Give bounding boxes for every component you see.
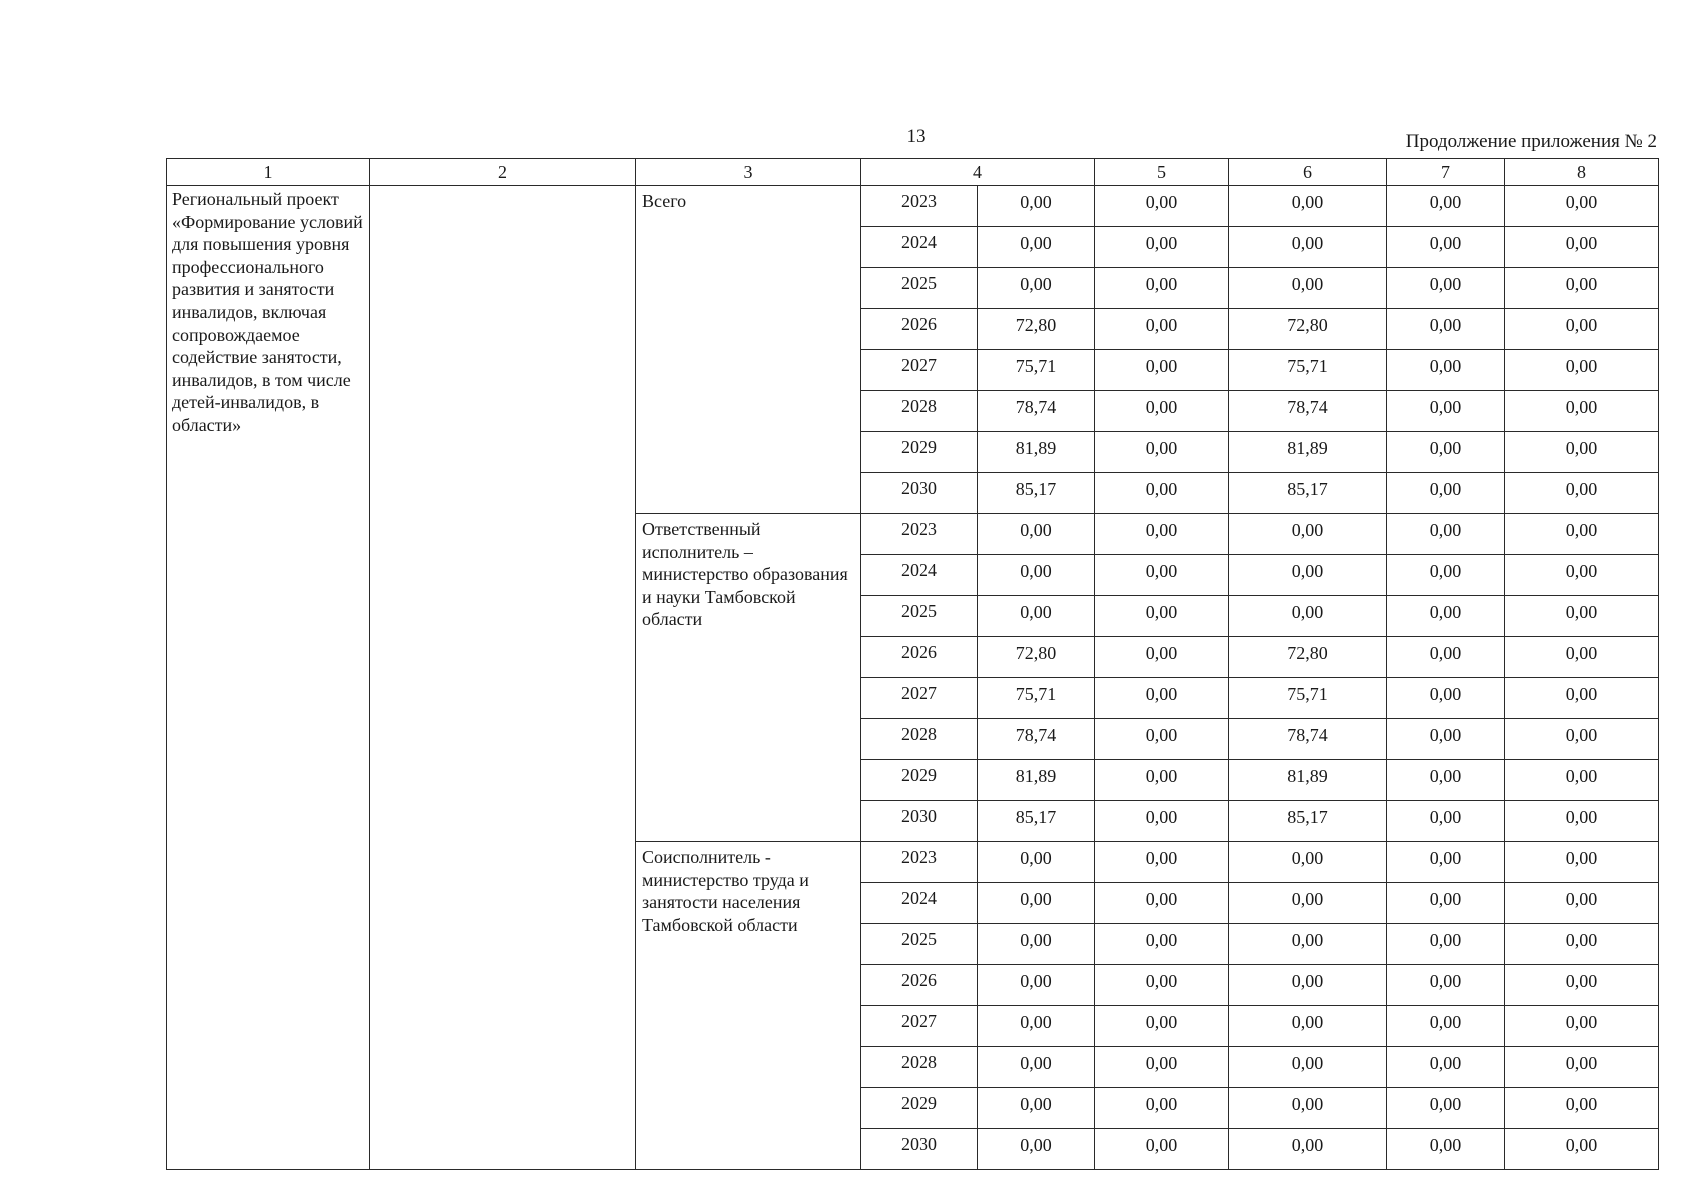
value-cell-c7: 0,00 <box>1387 514 1505 555</box>
value-cell-c5: 0,00 <box>1095 350 1229 391</box>
value-cell-c4: 85,17 <box>978 473 1095 514</box>
value-cell-c4: 0,00 <box>978 268 1095 309</box>
value-cell-c4: 0,00 <box>978 514 1095 555</box>
value-cell-c5: 0,00 <box>1095 1129 1229 1170</box>
value-cell-c8: 0,00 <box>1505 965 1659 1006</box>
column-header-7: 7 <box>1387 159 1505 186</box>
value-cell-c7: 0,00 <box>1387 1088 1505 1129</box>
column-header-3: 3 <box>636 159 861 186</box>
year-cell: 2025 <box>861 924 978 965</box>
page-number: 13 <box>906 126 926 147</box>
value-cell-c6: 0,00 <box>1229 1006 1387 1047</box>
year-cell: 2023 <box>861 514 978 555</box>
value-cell-c7: 0,00 <box>1387 555 1505 596</box>
value-cell-c5: 0,00 <box>1095 883 1229 924</box>
value-cell-c8: 0,00 <box>1505 555 1659 596</box>
year-cell: 2028 <box>861 391 978 432</box>
value-cell-c8: 0,00 <box>1505 186 1659 227</box>
column-header-1: 1 <box>167 159 370 186</box>
value-cell-c4: 0,00 <box>978 1129 1095 1170</box>
year-cell: 2028 <box>861 1047 978 1088</box>
value-cell-c6: 0,00 <box>1229 842 1387 883</box>
value-cell-c8: 0,00 <box>1505 1006 1659 1047</box>
value-cell-c7: 0,00 <box>1387 309 1505 350</box>
value-cell-c8: 0,00 <box>1505 514 1659 555</box>
value-cell-c7: 0,00 <box>1387 678 1505 719</box>
year-cell: 2026 <box>861 965 978 1006</box>
value-cell-c6: 78,74 <box>1229 391 1387 432</box>
value-cell-c6: 0,00 <box>1229 1088 1387 1129</box>
value-cell-c7: 0,00 <box>1387 186 1505 227</box>
value-cell-c5: 0,00 <box>1095 514 1229 555</box>
value-cell-c7: 0,00 <box>1387 227 1505 268</box>
value-cell-c5: 0,00 <box>1095 268 1229 309</box>
value-cell-c6: 85,17 <box>1229 473 1387 514</box>
value-cell-c4: 72,80 <box>978 309 1095 350</box>
value-cell-c7: 0,00 <box>1387 924 1505 965</box>
value-cell-c5: 0,00 <box>1095 596 1229 637</box>
column-header-4: 4 <box>861 159 1095 186</box>
value-cell-c4: 81,89 <box>978 432 1095 473</box>
value-cell-c5: 0,00 <box>1095 1088 1229 1129</box>
value-cell-c4: 0,00 <box>978 1047 1095 1088</box>
year-cell: 2027 <box>861 350 978 391</box>
value-cell-c6: 0,00 <box>1229 1129 1387 1170</box>
value-cell-c8: 0,00 <box>1505 801 1659 842</box>
budget-table <box>166 158 1659 1170</box>
value-cell-c5: 0,00 <box>1095 227 1229 268</box>
value-cell-c7: 0,00 <box>1387 268 1505 309</box>
value-cell-c5: 0,00 <box>1095 1047 1229 1088</box>
value-cell-c6: 0,00 <box>1229 883 1387 924</box>
value-cell-c4: 0,00 <box>978 186 1095 227</box>
column-header-6: 6 <box>1229 159 1387 186</box>
value-cell-c8: 0,00 <box>1505 268 1659 309</box>
value-cell-c5: 0,00 <box>1095 473 1229 514</box>
value-cell-c4: 0,00 <box>978 924 1095 965</box>
year-cell: 2028 <box>861 719 978 760</box>
value-cell-c5: 0,00 <box>1095 186 1229 227</box>
value-cell-c8: 0,00 <box>1505 842 1659 883</box>
value-cell-c6: 72,80 <box>1229 309 1387 350</box>
value-cell-c4: 78,74 <box>978 391 1095 432</box>
value-cell-c4: 0,00 <box>978 1088 1095 1129</box>
year-cell: 2023 <box>861 842 978 883</box>
value-cell-c5: 0,00 <box>1095 924 1229 965</box>
value-cell-c6: 72,80 <box>1229 637 1387 678</box>
value-cell-c4: 85,17 <box>978 801 1095 842</box>
table-row <box>167 186 1659 227</box>
year-cell: 2029 <box>861 1088 978 1129</box>
year-cell: 2029 <box>861 432 978 473</box>
year-cell: 2023 <box>861 186 978 227</box>
column-number-row <box>167 159 1659 186</box>
value-cell-c7: 0,00 <box>1387 391 1505 432</box>
value-cell-c8: 0,00 <box>1505 1047 1659 1088</box>
value-cell-c7: 0,00 <box>1387 842 1505 883</box>
value-cell-c8: 0,00 <box>1505 678 1659 719</box>
value-cell-c8: 0,00 <box>1505 350 1659 391</box>
column-header-5: 5 <box>1095 159 1229 186</box>
value-cell-c8: 0,00 <box>1505 391 1659 432</box>
year-cell: 2024 <box>861 555 978 596</box>
value-cell-c7: 0,00 <box>1387 1047 1505 1088</box>
funding-group-label: Соисполнитель - министерство труда и занятости населения Тамбовской области <box>636 842 861 1170</box>
column-2-cell <box>370 186 636 1170</box>
value-cell-c6: 81,89 <box>1229 760 1387 801</box>
value-cell-c4: 75,71 <box>978 350 1095 391</box>
value-cell-c5: 0,00 <box>1095 719 1229 760</box>
value-cell-c5: 0,00 <box>1095 555 1229 596</box>
year-cell: 2024 <box>861 227 978 268</box>
value-cell-c5: 0,00 <box>1095 801 1229 842</box>
value-cell-c4: 0,00 <box>978 965 1095 1006</box>
value-cell-c6: 0,00 <box>1229 965 1387 1006</box>
value-cell-c4: 0,00 <box>978 227 1095 268</box>
value-cell-c7: 0,00 <box>1387 1129 1505 1170</box>
year-cell: 2026 <box>861 309 978 350</box>
year-cell: 2024 <box>861 883 978 924</box>
value-cell-c4: 78,74 <box>978 719 1095 760</box>
year-cell: 2026 <box>861 637 978 678</box>
value-cell-c5: 0,00 <box>1095 760 1229 801</box>
value-cell-c7: 0,00 <box>1387 596 1505 637</box>
year-cell: 2030 <box>861 473 978 514</box>
value-cell-c7: 0,00 <box>1387 719 1505 760</box>
value-cell-c7: 0,00 <box>1387 432 1505 473</box>
value-cell-c6: 81,89 <box>1229 432 1387 473</box>
value-cell-c7: 0,00 <box>1387 637 1505 678</box>
value-cell-c8: 0,00 <box>1505 760 1659 801</box>
value-cell-c6: 0,00 <box>1229 268 1387 309</box>
value-cell-c7: 0,00 <box>1387 801 1505 842</box>
value-cell-c5: 0,00 <box>1095 391 1229 432</box>
year-cell: 2025 <box>861 268 978 309</box>
value-cell-c7: 0,00 <box>1387 760 1505 801</box>
value-cell-c4: 0,00 <box>978 842 1095 883</box>
column-header-8: 8 <box>1505 159 1659 186</box>
value-cell-c4: 0,00 <box>978 883 1095 924</box>
value-cell-c6: 0,00 <box>1229 1047 1387 1088</box>
value-cell-c8: 0,00 <box>1505 473 1659 514</box>
value-cell-c8: 0,00 <box>1505 596 1659 637</box>
funding-group-label: Всего <box>636 186 861 514</box>
value-cell-c8: 0,00 <box>1505 432 1659 473</box>
column-header-2: 2 <box>370 159 636 186</box>
value-cell-c6: 0,00 <box>1229 227 1387 268</box>
value-cell-c4: 81,89 <box>978 760 1095 801</box>
value-cell-c4: 0,00 <box>978 1006 1095 1047</box>
value-cell-c8: 0,00 <box>1505 883 1659 924</box>
year-cell: 2029 <box>861 760 978 801</box>
value-cell-c4: 75,71 <box>978 678 1095 719</box>
value-cell-c6: 75,71 <box>1229 350 1387 391</box>
value-cell-c5: 0,00 <box>1095 678 1229 719</box>
value-cell-c7: 0,00 <box>1387 883 1505 924</box>
year-cell: 2027 <box>861 678 978 719</box>
value-cell-c5: 0,00 <box>1095 309 1229 350</box>
year-cell: 2030 <box>861 1129 978 1170</box>
value-cell-c8: 0,00 <box>1505 1129 1659 1170</box>
appendix-continuation-note: Продолжение приложения № 2 <box>1405 131 1657 152</box>
value-cell-c6: 85,17 <box>1229 801 1387 842</box>
value-cell-c5: 0,00 <box>1095 637 1229 678</box>
value-cell-c5: 0,00 <box>1095 432 1229 473</box>
value-cell-c8: 0,00 <box>1505 227 1659 268</box>
value-cell-c4: 0,00 <box>978 555 1095 596</box>
value-cell-c8: 0,00 <box>1505 719 1659 760</box>
value-cell-c6: 0,00 <box>1229 924 1387 965</box>
value-cell-c6: 0,00 <box>1229 596 1387 637</box>
value-cell-c8: 0,00 <box>1505 924 1659 965</box>
project-name-cell: Региональный проект «Формирование условий для повышения уровня профессионального развития и занятости инвалидов, включая сопровождаемое содействие занятости, инвалидов, в том числе детей-инвалидов, в области» <box>167 186 370 1170</box>
value-cell-c6: 75,71 <box>1229 678 1387 719</box>
value-cell-c6: 78,74 <box>1229 719 1387 760</box>
year-cell: 2030 <box>861 801 978 842</box>
value-cell-c7: 0,00 <box>1387 473 1505 514</box>
value-cell-c6: 0,00 <box>1229 514 1387 555</box>
year-cell: 2027 <box>861 1006 978 1047</box>
value-cell-c7: 0,00 <box>1387 965 1505 1006</box>
value-cell-c5: 0,00 <box>1095 965 1229 1006</box>
value-cell-c5: 0,00 <box>1095 842 1229 883</box>
value-cell-c4: 72,80 <box>978 637 1095 678</box>
value-cell-c7: 0,00 <box>1387 1006 1505 1047</box>
value-cell-c8: 0,00 <box>1505 1088 1659 1129</box>
value-cell-c7: 0,00 <box>1387 350 1505 391</box>
value-cell-c4: 0,00 <box>978 596 1095 637</box>
funding-group-label: Ответственный исполнитель – министерство образования и науки Тамбовской области <box>636 514 861 842</box>
year-cell: 2025 <box>861 596 978 637</box>
value-cell-c5: 0,00 <box>1095 1006 1229 1047</box>
value-cell-c8: 0,00 <box>1505 637 1659 678</box>
value-cell-c8: 0,00 <box>1505 309 1659 350</box>
value-cell-c6: 0,00 <box>1229 555 1387 596</box>
value-cell-c6: 0,00 <box>1229 186 1387 227</box>
